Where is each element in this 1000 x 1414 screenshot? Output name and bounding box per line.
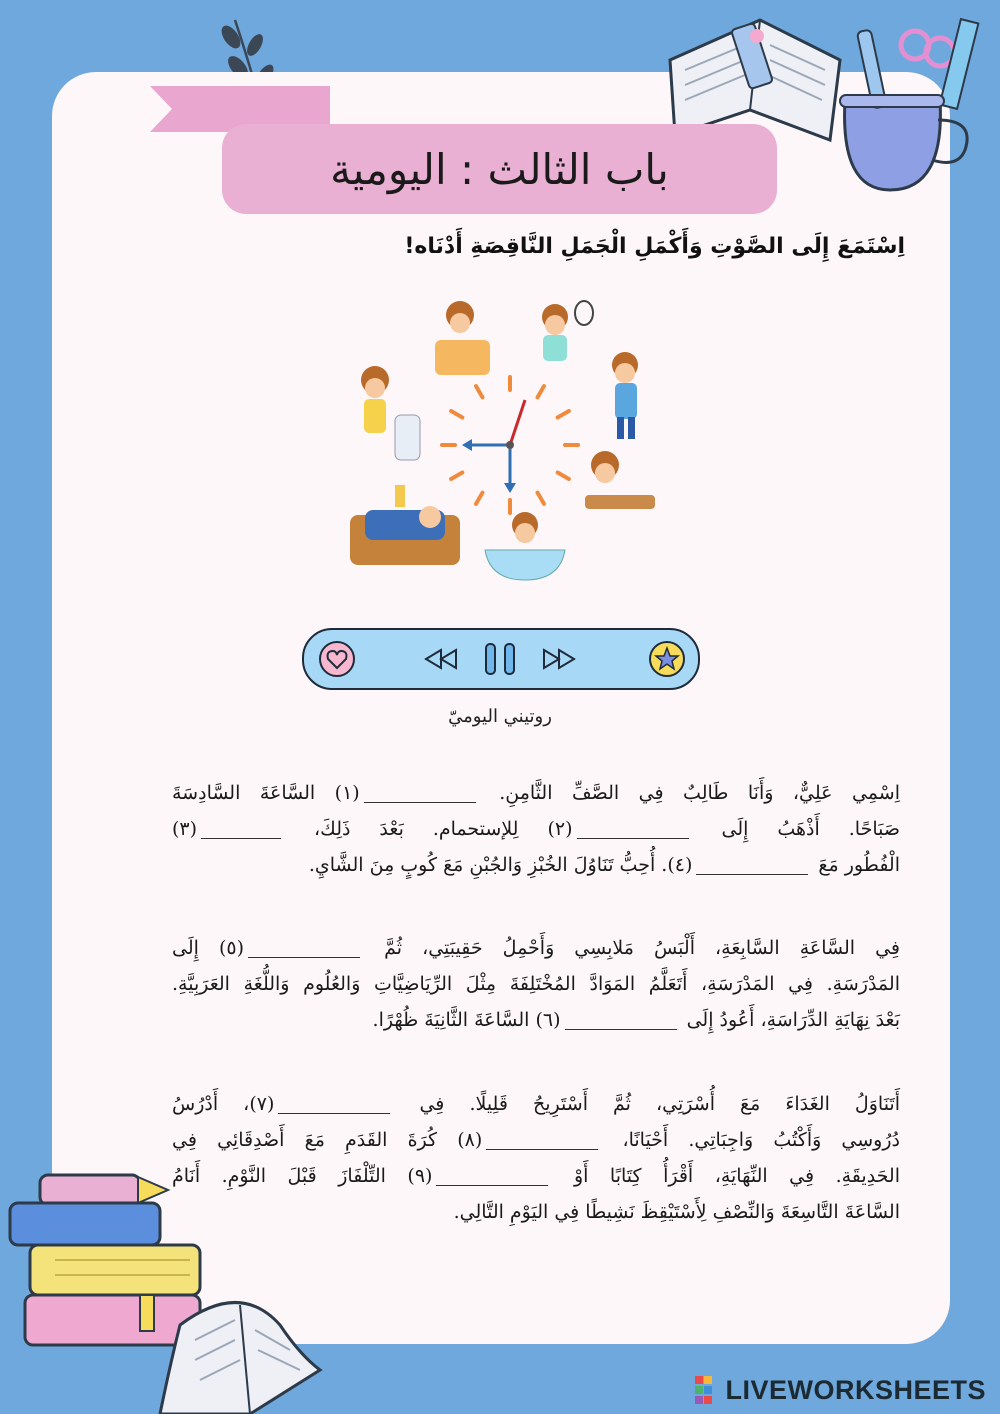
blank-3-input[interactable] xyxy=(201,838,281,839)
clock-tick xyxy=(558,473,569,480)
page-title: باب الثالث : اليومية xyxy=(330,144,669,194)
text-line: أَتَنَاوَلُ الغَدَاءَ مَعَ أُسْرَتِي، ثُمَّ أَسْتَرِيحُ قَلِيلًا. فِي (٧)، أَدْرُسُ xyxy=(172,1093,900,1115)
clock-tick xyxy=(538,386,545,397)
text-line: دُرُوسِي وَأَكْتُبُ وَاجِبَاتِي. أَحْيَانًا، (٨) كُرَةَ القَدَمِ مَعَ أَصْدِقَائِي فِي xyxy=(172,1129,900,1151)
text-line: المَدْرَسَةِ. فِي المَدْرَسَةِ، أَتَعَلَّمُ المَوَادَّ المُخْتَلِفَةَ مِثْلَ الرِّيَاضِيَّاتِ وَالعُلُوم وَاللُّغَةِ العَرَبِيَّةِ. xyxy=(172,973,900,995)
star-icon[interactable] xyxy=(650,642,684,676)
title-banner xyxy=(222,124,777,214)
clock-tick xyxy=(558,411,569,418)
blank-9-input[interactable] xyxy=(436,1185,548,1186)
text-line: فِي السَّاعَةِ السَّابِعَةِ، أَلْبَسُ مَلابِسِي وَأَحْمِلُ حَقِيبَتِي، ثُمَّ (٥) إِلَى xyxy=(172,937,901,959)
fast-forward-icon[interactable] xyxy=(544,650,574,668)
blank-7-input[interactable] xyxy=(278,1113,390,1114)
blank-8-input[interactable] xyxy=(486,1149,598,1150)
text-line: السَّاعَةَ التَّاسِعَةَ وَالنِّصْفِ لِأَسْتَيْقِظَ نَشِيطًا فِي اليَوْمِ التَّالِي. xyxy=(453,1201,900,1223)
blank-1-input[interactable] xyxy=(364,802,476,803)
audio-player xyxy=(302,628,700,690)
clock-tick xyxy=(538,493,545,504)
text-line: الْفُطُور مَعَ (٤). أُحِبُّ تَنَاوُلَ الخُبْزِ وَالجُبْنِ مَعَ كُوبٍ مِنَ الشَّايِ. xyxy=(308,854,900,876)
audio-caption: روتيني اليوميّ xyxy=(448,706,552,727)
text-line: اِسْمِي عَلِيٌّ، وَأَنَا طَالِبٌ فِي الصَّفِّ الثَّامِنِ. (١) السَّاعَةَ السَّادِسَةَ xyxy=(172,782,900,804)
heart-icon[interactable] xyxy=(320,642,354,676)
text-line: الحَدِيقَةِ. فِي النِّهَايَةِ، أَقْرَأُ كِتَابًا أَوْ (٩) التِّلْفَازَ قَبْلَ النَّوْمِ. أَنَامُ xyxy=(172,1165,900,1187)
instruction-text: اِسْتَمَعَ إِلَى الصَّوْتِ وَأَكْمَلِ الْجَمَلِ النَّاقِصَةِ أَدْنَاه! xyxy=(404,234,905,259)
blank-5-input[interactable] xyxy=(248,957,360,958)
blank-2-input[interactable] xyxy=(577,838,689,839)
liveworksheets-logo-icon xyxy=(695,1376,721,1406)
clock-tick xyxy=(476,386,483,397)
daily-routine-clock-illustration xyxy=(340,295,670,585)
blank-4-input[interactable] xyxy=(696,874,808,875)
watermark-text: LIVEWORKSHEETS xyxy=(725,1375,986,1405)
clock-tick xyxy=(451,473,462,480)
book-stack-decoration xyxy=(0,1165,330,1414)
text-line: بَعْدَ نِهَايَةِ الدِّرَاسَةِ، أَعُودُ إِلَى (٦) السَّاعَةَ الثَّانِيَةَ ظُهْرًا. xyxy=(372,1009,900,1031)
pause-icon[interactable] xyxy=(486,644,514,674)
clock-tick xyxy=(476,493,483,504)
text-line: صَبَاحًا. أَذْهَبُ إِلَى (٢) لِلإستحمام. بَعْدَ ذَلِكَ، (٣) xyxy=(172,818,901,840)
paragraph-1 xyxy=(172,775,900,883)
clock-tick xyxy=(451,411,462,418)
liveworksheets-watermark xyxy=(695,1375,986,1406)
rewind-icon[interactable] xyxy=(426,650,456,668)
blank-6-input[interactable] xyxy=(565,1029,677,1030)
paragraph-2 xyxy=(172,930,900,1038)
